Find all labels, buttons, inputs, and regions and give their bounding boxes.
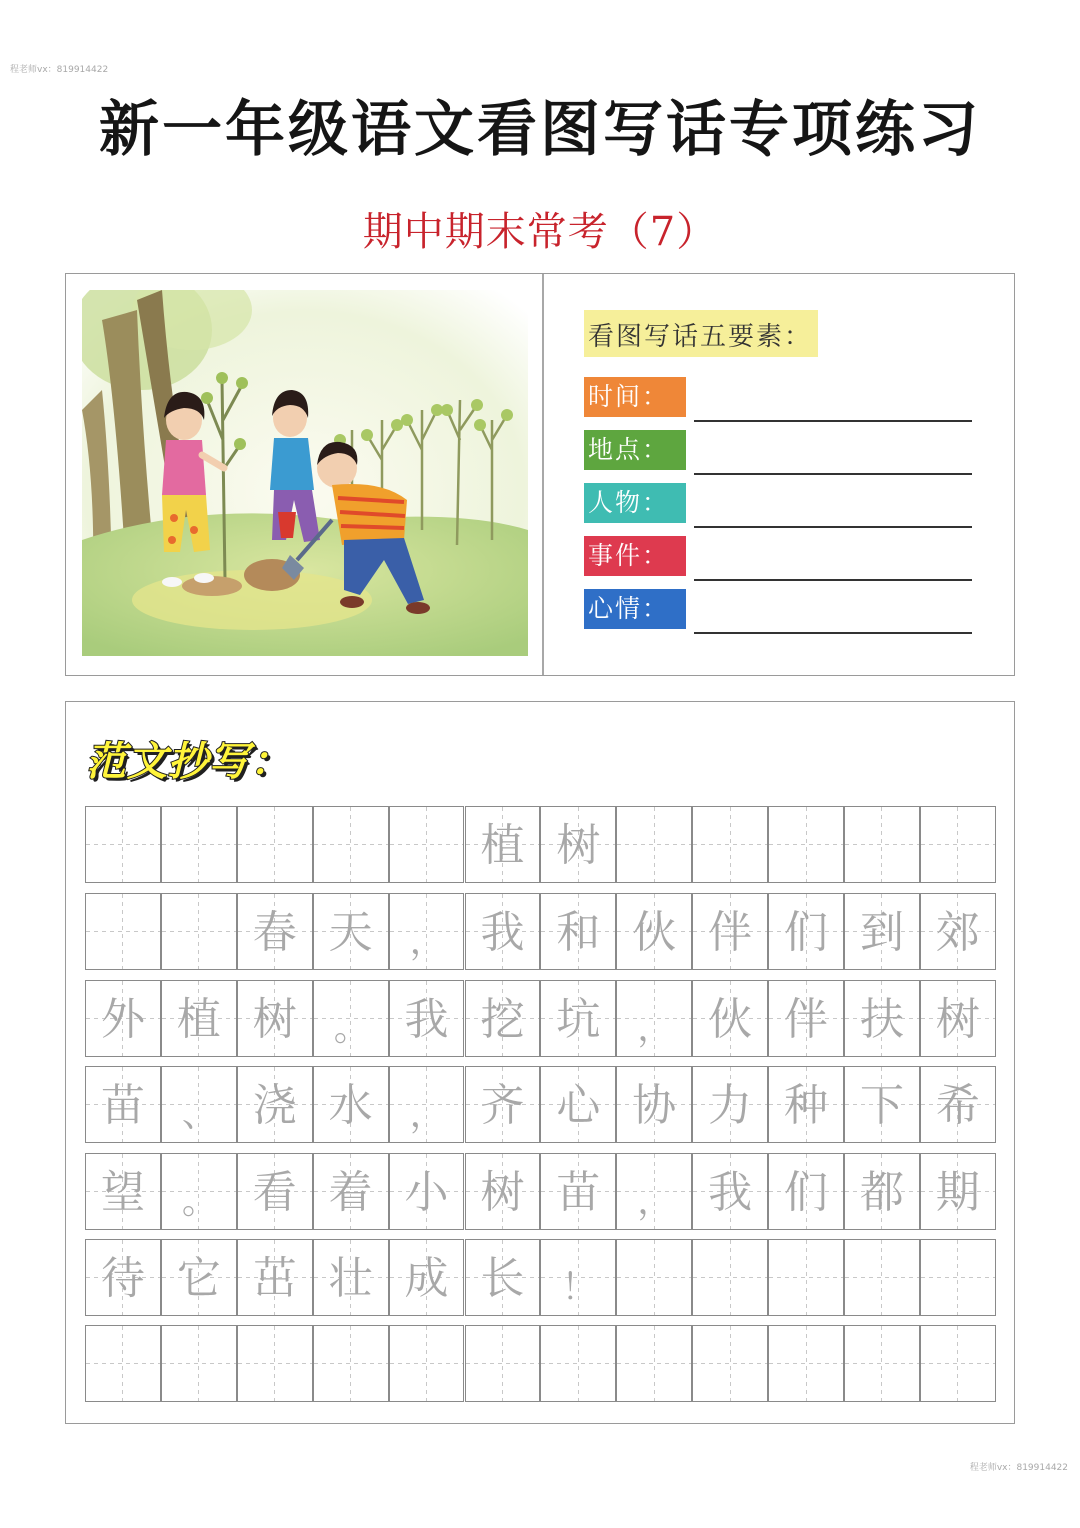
grid-cell[interactable] <box>616 1239 692 1316</box>
grid-cell[interactable] <box>237 893 313 970</box>
grid-cell[interactable] <box>465 1239 541 1316</box>
grid-character: 协 <box>632 1080 677 1131</box>
grid-cell[interactable] <box>844 893 920 970</box>
grid-character <box>845 807 919 882</box>
grid-cell[interactable] <box>540 893 616 970</box>
grid-cell[interactable] <box>692 1239 768 1316</box>
grid-row <box>85 1066 996 1143</box>
copy-heading: 范文抄写： <box>86 739 291 785</box>
grid-cell[interactable] <box>616 1153 692 1230</box>
grid-cell[interactable] <box>85 980 161 1057</box>
grid-character: 挖 <box>480 994 525 1045</box>
grid-cell[interactable] <box>313 1066 389 1143</box>
grid-character <box>86 894 160 969</box>
grid-character: 希 <box>935 1080 980 1131</box>
grid-cell[interactable] <box>844 980 920 1057</box>
grid-character: 郊 <box>935 907 980 958</box>
page-title: 新一年级语文看图写话专项练习 <box>99 95 981 165</box>
grid-cell[interactable] <box>85 1066 161 1143</box>
grid-row <box>85 806 996 883</box>
grid-row <box>85 1153 996 1230</box>
grid-character <box>466 1326 540 1401</box>
grid-character <box>162 1326 236 1401</box>
grid-row <box>85 893 996 970</box>
grid-cell[interactable] <box>540 1239 616 1316</box>
grid-character <box>390 1326 464 1401</box>
grid-character: 坑 <box>556 994 601 1045</box>
grid-cell[interactable] <box>389 1239 465 1316</box>
grid-character: 我 <box>404 994 449 1045</box>
element-label-mood: 心情： <box>584 589 686 629</box>
grid-cell[interactable] <box>313 1325 389 1402</box>
grid-cell[interactable] <box>237 1153 313 1230</box>
grid-character <box>693 1240 767 1315</box>
grid-character <box>921 807 995 882</box>
grid-character: 着 <box>328 1167 373 1218</box>
grid-character: 苗 <box>100 1080 145 1131</box>
grid-cell[interactable] <box>920 1325 996 1402</box>
grid-character: 植 <box>176 994 221 1045</box>
grid-character <box>769 1240 843 1315</box>
grid-character: ， <box>409 921 446 962</box>
grid-character: 成 <box>404 1253 449 1304</box>
grid-character: 望 <box>100 1167 145 1218</box>
grid-cell[interactable] <box>768 1239 844 1316</box>
grid-character: 伴 <box>708 907 753 958</box>
grid-character: 树 <box>556 820 601 871</box>
grid-cell[interactable] <box>844 1239 920 1316</box>
grid-cell[interactable] <box>237 1325 313 1402</box>
grid-cell[interactable] <box>844 1066 920 1143</box>
grid-cell[interactable] <box>465 980 541 1057</box>
grid-character: 到 <box>859 907 904 958</box>
grid-character: 心 <box>556 1080 601 1131</box>
element-label-time: 时间： <box>584 377 686 417</box>
grid-character: 齐 <box>480 1080 525 1131</box>
grid-cell[interactable] <box>389 980 465 1057</box>
grid-cell[interactable] <box>313 1239 389 1316</box>
picture-panel <box>65 273 1015 676</box>
grid-cell[interactable] <box>844 806 920 883</box>
grid-row <box>85 1239 996 1316</box>
grid-cell[interactable] <box>920 1239 996 1316</box>
grid-character: 树 <box>935 994 980 1045</box>
grid-character <box>845 1240 919 1315</box>
grid-character: 伴 <box>784 994 829 1045</box>
element-label-people: 人物： <box>584 483 686 523</box>
grid-character <box>769 1326 843 1401</box>
grid-cell[interactable] <box>920 1153 996 1230</box>
grid-character <box>541 1326 615 1401</box>
element-label-event: 事件： <box>584 536 686 576</box>
children-planting-tree-illustration <box>82 290 528 656</box>
grid-character <box>693 807 767 882</box>
grid-character: 浇 <box>252 1080 297 1131</box>
grid-cell[interactable] <box>692 806 768 883</box>
grid-cell[interactable] <box>85 1325 161 1402</box>
grid-cell[interactable] <box>540 1066 616 1143</box>
grid-character: 壮 <box>328 1253 373 1304</box>
grid-character: 们 <box>784 1167 829 1218</box>
grid-cell[interactable] <box>389 893 465 970</box>
grid-cell[interactable] <box>692 1325 768 1402</box>
grid-cell[interactable] <box>540 980 616 1057</box>
grid-cell[interactable] <box>692 1153 768 1230</box>
grid-character <box>238 807 312 882</box>
grid-cell[interactable] <box>237 980 313 1057</box>
grid-character: ！ <box>561 1267 598 1308</box>
grid-cell[interactable] <box>768 893 844 970</box>
grid-cell[interactable] <box>389 1325 465 1402</box>
grid-cell[interactable] <box>161 1325 237 1402</box>
grid-cell[interactable] <box>161 1066 237 1143</box>
grid-cell[interactable] <box>85 1239 161 1316</box>
grid-character <box>86 1326 160 1401</box>
copy-panel <box>65 701 1015 1424</box>
grid-character <box>617 1326 691 1401</box>
grid-cell[interactable] <box>465 1153 541 1230</box>
grid-cell[interactable] <box>768 806 844 883</box>
grid-cell[interactable] <box>616 806 692 883</box>
grid-character <box>845 1326 919 1401</box>
grid-cell[interactable] <box>313 806 389 883</box>
grid-cell[interactable] <box>540 806 616 883</box>
grid-cell[interactable] <box>768 1066 844 1143</box>
grid-cell[interactable] <box>161 893 237 970</box>
grid-cell[interactable] <box>920 1066 996 1143</box>
answer-line-mood[interactable] <box>694 632 972 634</box>
grid-cell[interactable] <box>237 806 313 883</box>
grid-cell[interactable] <box>85 806 161 883</box>
grid-character: 植 <box>480 820 525 871</box>
grid-character <box>617 807 691 882</box>
grid-cell[interactable] <box>465 1325 541 1402</box>
grid-character: 外 <box>100 994 145 1045</box>
grid-cell[interactable] <box>540 1153 616 1230</box>
grid-cell[interactable] <box>85 1153 161 1230</box>
grid-cell[interactable] <box>616 893 692 970</box>
grid-row <box>85 1325 996 1402</box>
answer-line-time[interactable] <box>694 420 972 422</box>
grid-character: 春 <box>252 907 297 958</box>
grid-cell[interactable] <box>313 980 389 1057</box>
grid-character <box>921 1240 995 1315</box>
grid-cell[interactable] <box>465 1066 541 1143</box>
grid-character: 我 <box>480 907 525 958</box>
grid-cell[interactable] <box>844 1153 920 1230</box>
element-label-place: 地点： <box>584 430 686 470</box>
grid-cell[interactable] <box>237 1066 313 1143</box>
grid-character: ， <box>637 1008 674 1049</box>
answer-line-place[interactable] <box>694 473 972 475</box>
elements-heading: 看图写话五要素： <box>584 310 818 357</box>
grid-cell[interactable] <box>161 1153 237 1230</box>
grid-character <box>390 807 464 882</box>
grid-cell[interactable] <box>692 1066 768 1143</box>
grid-cell[interactable] <box>692 893 768 970</box>
grid-character: 看 <box>252 1167 297 1218</box>
watermark-top: 程老师vx：819914422 <box>10 65 109 75</box>
grid-cell[interactable] <box>313 893 389 970</box>
grid-cell[interactable] <box>920 806 996 883</box>
grid-character: 树 <box>480 1167 525 1218</box>
grid-character: 伙 <box>708 994 753 1045</box>
grid-cell[interactable] <box>920 893 996 970</box>
grid-character <box>769 807 843 882</box>
grid-character: 天 <box>328 907 373 958</box>
grid-row <box>85 980 996 1057</box>
answer-line-people[interactable] <box>694 526 972 528</box>
grid-cell[interactable] <box>844 1325 920 1402</box>
grid-cell[interactable] <box>161 806 237 883</box>
grid-cell[interactable] <box>161 1239 237 1316</box>
answer-line-event[interactable] <box>694 579 972 581</box>
grid-character: 。 <box>181 1181 218 1222</box>
grid-character: 力 <box>708 1080 753 1131</box>
grid-character: 们 <box>784 907 829 958</box>
grid-cell[interactable] <box>616 980 692 1057</box>
grid-character: 。 <box>333 1008 370 1049</box>
grid-character: 种 <box>784 1080 829 1131</box>
grid-cell[interactable] <box>389 1066 465 1143</box>
grid-character: 长 <box>480 1253 525 1304</box>
page-subtitle: 期中期末常考（7） <box>362 209 718 255</box>
grid-character: ， <box>409 1094 446 1135</box>
grid-character: 扶 <box>859 994 904 1045</box>
grid-cell[interactable] <box>237 1239 313 1316</box>
grid-cell[interactable] <box>313 1153 389 1230</box>
grid-character: 小 <box>404 1167 449 1218</box>
grid-cell[interactable] <box>768 1325 844 1402</box>
grid-cell[interactable] <box>616 1066 692 1143</box>
grid-character <box>162 894 236 969</box>
grid-cell[interactable] <box>920 980 996 1057</box>
grid-character <box>162 807 236 882</box>
grid-character <box>921 1326 995 1401</box>
grid-character: 苗 <box>556 1167 601 1218</box>
grid-cell[interactable] <box>540 1325 616 1402</box>
grid-character: 、 <box>181 1094 218 1135</box>
grid-character <box>314 1326 388 1401</box>
grid-character <box>693 1326 767 1401</box>
grid-character <box>617 1240 691 1315</box>
grid-character: ， <box>637 1181 674 1222</box>
grid-character: 下 <box>859 1080 904 1131</box>
grid-character: 它 <box>176 1253 221 1304</box>
grid-character: 树 <box>252 994 297 1045</box>
grid-character: 伙 <box>632 907 677 958</box>
grid-cell[interactable] <box>465 893 541 970</box>
grid-cell[interactable] <box>389 806 465 883</box>
grid-character <box>238 1326 312 1401</box>
grid-character: 都 <box>859 1167 904 1218</box>
grid-cell[interactable] <box>465 806 541 883</box>
grid-character: 和 <box>556 907 601 958</box>
grid-cell[interactable] <box>768 1153 844 1230</box>
panel-divider <box>542 274 544 675</box>
grid-character: 水 <box>328 1080 373 1131</box>
grid-cell[interactable] <box>161 980 237 1057</box>
grid-cell[interactable] <box>85 893 161 970</box>
grid-cell[interactable] <box>768 980 844 1057</box>
grid-character: 我 <box>708 1167 753 1218</box>
grid-character: 期 <box>935 1167 980 1218</box>
grid-character: 待 <box>100 1253 145 1304</box>
grid-character: 茁 <box>252 1253 297 1304</box>
grid-cell[interactable] <box>692 980 768 1057</box>
grid-character <box>86 807 160 882</box>
grid-character <box>314 807 388 882</box>
grid-cell[interactable] <box>389 1153 465 1230</box>
watermark-bottom: 程老师vx：819914422 <box>969 1463 1068 1473</box>
grid-cell[interactable] <box>616 1325 692 1402</box>
